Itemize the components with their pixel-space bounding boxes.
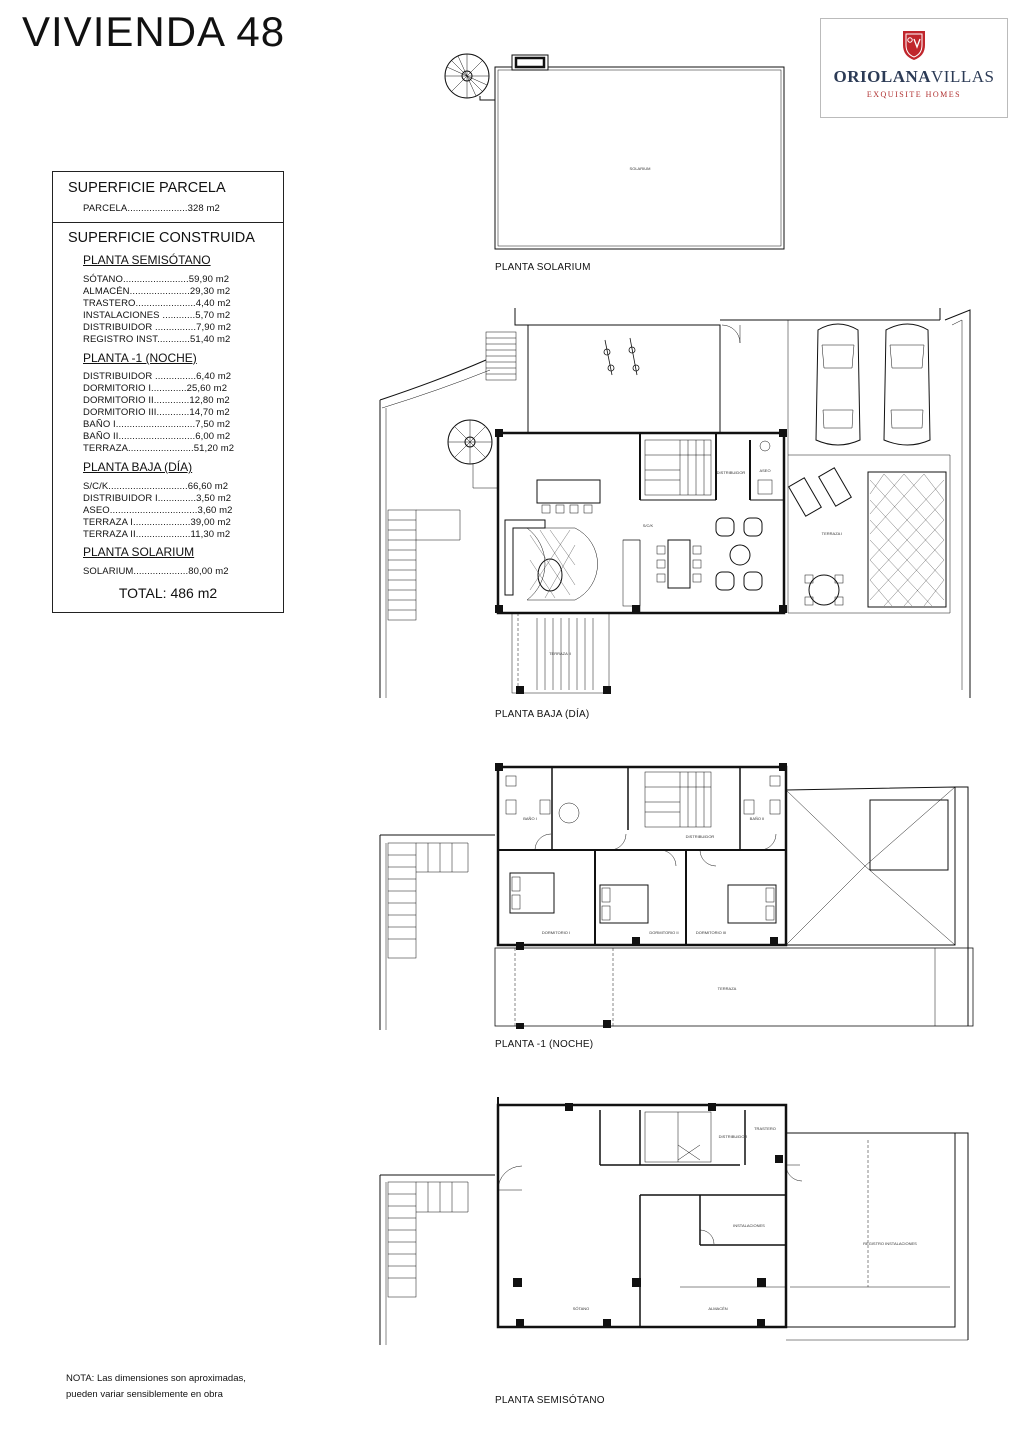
planta-semisotano-plan	[380, 429, 968, 1345]
summary-row: SOLARIUM....................80,00 m2	[83, 566, 229, 577]
summary-row: TERRAZA II....................11,30 m2	[83, 529, 231, 540]
semisotano-heading: PLANTA SEMISÓTANO	[83, 253, 211, 267]
parcela-heading: SUPERFICIE PARCELA	[68, 180, 226, 196]
planta-noche-plan	[380, 767, 973, 1030]
summary-row: DORMITORIO II.............12,80 m2	[83, 395, 230, 406]
room-label: TERRAZA	[717, 986, 737, 991]
plan-label-semisotano: PLANTA SEMISÓTANO	[495, 1395, 605, 1406]
plan-label-baja: PLANTA BAJA (DÍA)	[495, 709, 590, 720]
plan-label-noche: PLANTA -1 (NOCHE)	[495, 1039, 594, 1050]
summary-row: TRASTERO......................4,40 m2	[83, 298, 231, 309]
room-label: DISTRIBUIDOR	[685, 834, 715, 839]
room-label: TRASTERO	[754, 1126, 776, 1131]
room-label: DORMITORIO III	[695, 930, 727, 935]
summary-row: DISTRIBUIDOR ...............7,90 m2	[83, 322, 232, 333]
summary-row: TERRAZA........................51,20 m2	[83, 443, 235, 454]
summary-row: ALMACÉN......................29,30 m2	[83, 286, 231, 297]
summary-row: DISTRIBUIDOR I..............3,50 m2	[83, 493, 232, 504]
summary-row: DORMITORIO I.............25,60 m2	[83, 383, 228, 394]
construida-heading: SUPERFICIE CONSTRUIDA	[68, 230, 255, 246]
logo-tagline: EXQUISITE HOMES	[866, 90, 962, 99]
room-label: REGISTRO INSTALACIONES	[863, 1241, 917, 1246]
room-label: ALMACÉN	[708, 1306, 728, 1311]
page-title: VIVIENDA 48	[22, 8, 286, 55]
note-line: NOTA: Las dimensiones son aproximadas,	[66, 1373, 246, 1384]
summary-row: REGISTRO INST............51,40 m2	[83, 334, 231, 345]
room-label: DISTRIBUIDOR	[716, 470, 746, 475]
total-area: TOTAL: 486 m2	[118, 585, 218, 601]
room-label: BAÑO I	[523, 816, 537, 821]
note-line: pueden variar sensiblemente en obra	[66, 1389, 223, 1400]
summary-row: INSTALACIONES ............5,70 m2	[83, 310, 231, 321]
planta-baja-plan	[380, 308, 970, 698]
room-label: INSTALACIONES	[733, 1223, 765, 1228]
logo-wordmark: ORIOLANAVILLAS	[833, 67, 995, 86]
room-label: SOLARIUM	[629, 166, 651, 171]
room-label: DISTRIBUIDOR	[718, 1134, 748, 1139]
room-label: S/C/K	[642, 523, 654, 528]
solarium-heading: PLANTA SOLARIUM	[83, 545, 195, 559]
summary-row: ASEO................................3,60 m2	[83, 505, 233, 516]
summary-row: BAÑO I.............................7,50 m2	[83, 419, 231, 430]
disclaimer-note	[66, 1371, 326, 1403]
room-label: DORMITORIO II	[649, 930, 679, 935]
room-label: SÓTANO	[572, 1306, 590, 1311]
summary-row: DORMITORIO III............14,70 m2	[83, 407, 230, 418]
solarium-plan	[445, 54, 784, 249]
summary-row: SÓTANO........................59,90 m2	[83, 274, 230, 285]
summary-row: TERRAZA I.....................39,00 m2	[83, 517, 231, 528]
summary-row: DISTRIBUIDOR ...............6,40 m2	[83, 371, 232, 382]
parcela-row: PARCELA......................328 m2	[83, 203, 220, 214]
dia-heading: PLANTA BAJA (DÍA)	[83, 460, 193, 474]
room-label: DORMITORIO I	[541, 930, 571, 935]
room-label: TERRAZA I	[821, 531, 843, 536]
room-label: BAÑO II	[749, 816, 765, 821]
room-label: ASEO	[759, 468, 771, 473]
plan-label-solarium: PLANTA SOLARIUM	[495, 262, 591, 273]
room-label: TERRAZA II	[549, 651, 571, 656]
noche-heading: PLANTA -1 (NOCHE)	[83, 351, 197, 365]
summary-row: BAÑO II............................6,00 m2	[83, 431, 231, 442]
summary-row: S/C/K.............................66,60 m2	[83, 481, 229, 492]
